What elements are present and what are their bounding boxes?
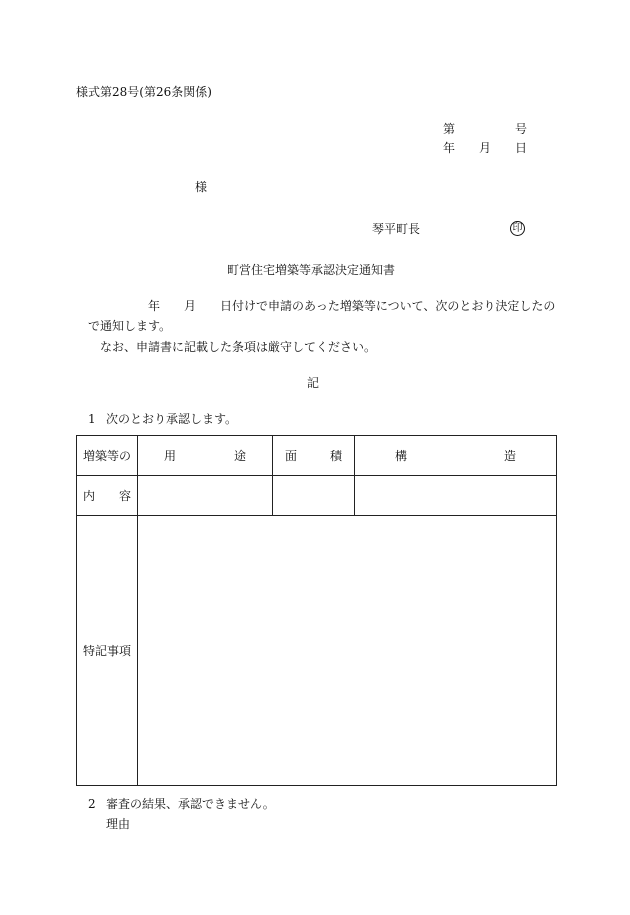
body-year: 年 bbox=[148, 299, 161, 313]
reason-label: 理由 bbox=[106, 817, 131, 831]
item-1-text: 次のとおり承認します。 bbox=[106, 412, 238, 426]
addressee-suffix: 様 bbox=[195, 180, 208, 194]
seal-mark: 印 bbox=[510, 221, 525, 236]
row-label-contents-2: 内 容 bbox=[77, 476, 138, 516]
header-area: 面 積 bbox=[273, 436, 355, 476]
date-month: 月 bbox=[479, 141, 492, 155]
date-year: 年 bbox=[443, 141, 456, 155]
body-line-1: 日付けで申請のあった増築等について、次のとおり決定したの bbox=[220, 299, 556, 313]
header-structure: 構 造 bbox=[355, 436, 557, 476]
item-2-text: 審査の結果、承認できません。 bbox=[106, 797, 275, 811]
approval-table bbox=[76, 435, 557, 786]
structure-value-cell[interactable] bbox=[355, 476, 557, 516]
body-line-3: なお、申請書に記載した条項は厳守してください。 bbox=[100, 340, 377, 354]
document-title: 町営住宅増築等承認決定通知書 bbox=[227, 263, 396, 277]
special-notes-cell[interactable] bbox=[138, 516, 557, 786]
doc-number-prefix: 第 bbox=[443, 122, 456, 136]
form-number: 様式第28号(第26条関係) bbox=[76, 85, 212, 99]
body-line-2: で通知します。 bbox=[88, 319, 172, 333]
row-label-contents-1: 増築等の bbox=[77, 436, 138, 476]
special-notes-label: 特記事項 bbox=[77, 516, 138, 786]
body-month: 月 bbox=[184, 299, 197, 313]
area-value-cell[interactable] bbox=[273, 476, 355, 516]
item-2-number: 2 bbox=[88, 797, 96, 811]
item-1-number: 1 bbox=[88, 412, 96, 426]
ki-heading: 記 bbox=[307, 376, 320, 390]
header-use: 用 途 bbox=[138, 436, 273, 476]
use-value-cell[interactable] bbox=[138, 476, 273, 516]
doc-number-suffix: 号 bbox=[515, 122, 528, 136]
date-day: 日 bbox=[515, 141, 528, 155]
issuer-name: 琴平町長 bbox=[372, 222, 421, 236]
